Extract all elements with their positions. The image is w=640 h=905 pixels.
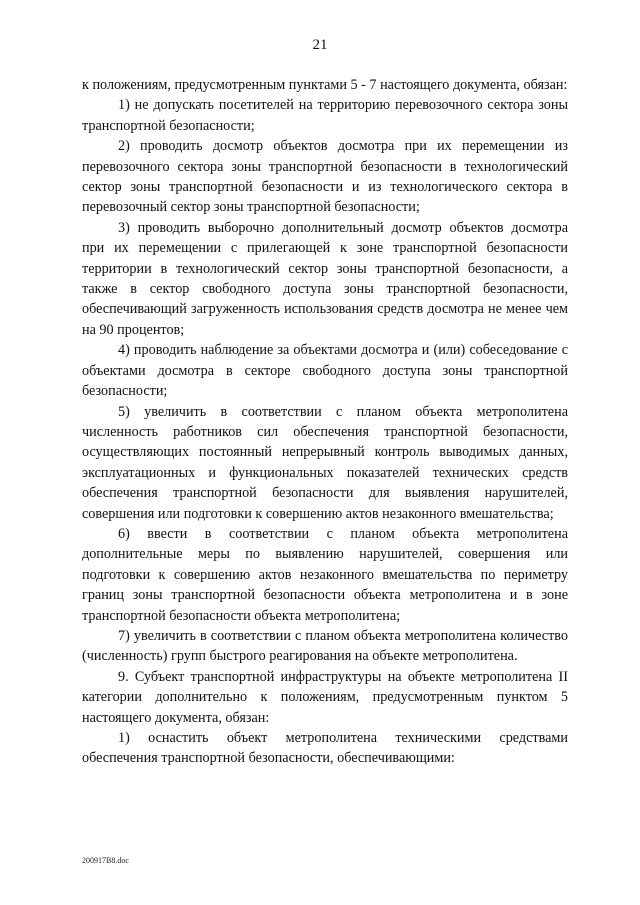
- paragraph: 6) ввести в соответствии с планом объекта метрополитена дополнительные меры по выявлению нарушителей, совершения или подготовки к совершению актов незаконного вмешательства по периметру границ зоны транспортной безопасности объекта метрополитена и в зоне транспортной безопасности объекта метрополитена;: [82, 525, 568, 624]
- paragraph: 1) оснастить объект метрополитена техническими средствами обеспечения транспортной безопасности, обеспечивающими:: [82, 730, 568, 767]
- footer-filename: 200917B8.doc: [82, 856, 129, 865]
- paragraph: 9. Субъект транспортной инфраструктуры на объекте метрополитена II категории дополнительно к положениям, предусмотренным пунктом 5 настоящего документа, обязан:: [82, 668, 568, 726]
- paragraph: 7) увеличить в соответствии с планом объекта метрополитена количество (численность) групп быстрого реагирования на объекте метрополитена.: [82, 627, 568, 665]
- paragraph: 2) проводить досмотр объектов досмотра при их перемещении из перевозочного сектора зоны транспортной безопасности в технологический сектор зоны транспортной безопасности и из технологического сектора в перевозочный сектор зоны транспортной безопасности;: [82, 138, 568, 216]
- paragraph: к положениям, предусмотренным пунктами 5 - 7 настоящего документа, обязан:: [82, 77, 568, 93]
- paragraph: 4) проводить наблюдение за объектами досмотра и (или) собеседование с объектами досмотра в секторе свободного доступа зоны транспортной безопасности;: [82, 342, 568, 400]
- document-body: [82, 75, 568, 769]
- paragraph: 1) не допускать посетителей на территорию перевозочного сектора зоны транспортной безопасности;: [82, 97, 568, 134]
- page-number: 21: [312, 37, 328, 53]
- paragraph: 3) проводить выборочно дополнительный досмотр объектов досмотра при их перемещении с прилегающей к зоне транспортной безопасности территории в технологический сектор зоны транспортной безопасности, а также в сектор свободного доступа зоны транспортной безопасности, обеспечивающий загруженность использования средств досмотра не менее чем на 90 процентов;: [82, 219, 568, 338]
- paragraph: 5) увеличить в соответствии с планом объекта метрополитена численность работников сил обеспечения транспортной безопасности, осуществляющих постоянный непрерывный контроль выводимых данных, эксплуатационных и функциональных показателей технических средств обеспечения транспортной безопасности для выявления нарушителей, совершения или подготовки к совершению актов незаконного вмешательства;: [82, 403, 568, 522]
